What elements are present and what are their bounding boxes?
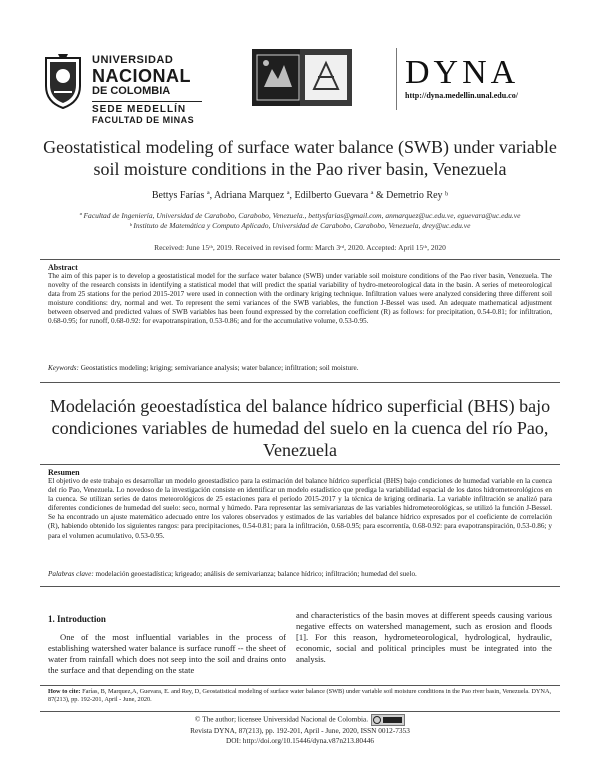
- keywords-label: Keywords:: [48, 364, 79, 372]
- journal-url-link[interactable]: http://dyna.medellin.unal.edu.co/: [405, 91, 518, 100]
- campus-name: SEDE MEDELLÍN: [92, 104, 187, 115]
- received-dates: Received: June 15ᵗʰ, 2019. Received in revised form: March 3ʳᵈ, 2020. Accepted: April 15ᵗʰ, 2020: [154, 243, 446, 252]
- abstract-top-rule: [40, 259, 560, 260]
- article-title-english: Geostatistical modeling of surface water balance (SWB) under variable soil moisture conditions in the Pao river basin, Venezuela: [43, 137, 557, 179]
- university-shield-logo: [40, 50, 86, 110]
- abstract-body: The aim of this paper is to develop a geostatistical model for the surface water balance (SWB) under variable soil moisture conditions of the Pao river basin, Venezuela. The novelty of the research consists in identifying a statistical model that will predict the spatial variability of hydro-meteorological data in the basin. A series of meteorological data from 25 stations for the period 2015-2017 were used in connection with the ordinary kriging technique. Infiltration values were analyzed considering three different soil moisture conditions: dry, normal and wet. To represent the semi variances of the SWB variables, the function J-Bessel was used. An adequate mathematical adjustment between observed and predicted values of SWB variables has been found expressed by the correlation coefficient (R) as follows: for precipitation, 0.54-0.81; for infiltration, 0.68-0.95; for runoff, 0.68-0.92: for evapotranspiration, 0.53-0.86; and for the accumulative volume, 0.53-0.95.: [48, 272, 552, 326]
- page-footer: [40, 714, 560, 746]
- resumen-top-rule: [40, 464, 560, 465]
- introduction-left-column: One of the most influential variables in the process of establishing watershed water balance is surface runoff -- the sheet of water from rainfall which does not seep into the soil and drains onto the surface and that depending on the state: [48, 632, 286, 675]
- affiliations: [40, 211, 560, 231]
- resumen-heading: Resumen: [48, 468, 80, 477]
- university-line3: DE COLOMBIA: [92, 85, 171, 97]
- faculty-name: FACULTAD DE MINAS: [92, 115, 195, 125]
- journal-masthead: [396, 48, 561, 110]
- keywords-text: Geostatistics modeling; kriging; semivariance analysis; water balance; infiltration; soil moisture.: [78, 364, 359, 372]
- palabras-clave-text: modelación geoestadística; krigeado; análisis de semivarianza; balance hídrico; infiltración; humedad del suelo.: [93, 570, 417, 578]
- university-line1: UNIVERSIDAD: [92, 54, 174, 66]
- faculty-emblem-logo: [252, 49, 304, 106]
- affiliation-b: ᵇ Instituto de Matemática y Computo Aplicado, Universidad de Carabobo, Carabobo, Venezuela, drey@uc.edu.ve: [129, 221, 471, 230]
- keywords-line: [48, 364, 552, 372]
- university-name-block: [92, 55, 202, 125]
- introduction-right-column: and characteristics of the basin moves at different speeds causing various negative effects on watershed management, such as erosion and floods [1]. For this reason, hydrometeorological, hydrological, hydraulic, economic, social and political principles must be integrated into the analysis.: [296, 610, 552, 664]
- article-title-spanish: Modelación geoestadística del balance hídrico superficial (BHS) bajo condiciones variables de humedad del suelo en la cuenca del río Pao, Venezuela: [49, 396, 551, 460]
- license-text: © The author; licensee Universidad Nacional de Colombia.: [194, 714, 369, 724]
- abstract-heading: Abstract: [48, 263, 78, 272]
- introduction-heading: 1. Introduction: [48, 614, 106, 624]
- author-list: Bettys Farías ª, Adriana Marquez ª, Edilberto Guevara ª & Demetrio Rey ᵇ: [151, 190, 449, 201]
- license-line: [40, 714, 560, 726]
- journal-title: DYNA: [405, 54, 520, 91]
- resumen-body: El objetivo de este trabajo es desarrollar un modelo geoestadístico para la estimación del balance hídrico superficial (BHS) bajo condiciones de humedad variable en la cuenca del río Pao, Venezuela. Lo novedoso de la investigación consiste en identificar un modelo estadístico que prediga la variabilidad espacial de los datos hidrometeorológicos en la cuenca. Se utilizan series de datos meteorológicos de 25 estaciones para el período 2015-2017 y la técnica de kriging ordinaria. La variable infiltración se analizó para diferentes condiciones de humedad del suelo: seco, normal y húmedo. Para representar las semivarianzas de las variables hidrometeorológicas, se utilizó la función J-Bessel. Se ha encontrado un ajuste matemático adecuado entre los valores observados y estimados de las variables del balance hídrico expresados por el coeficiente de correlación (R), habiendo obtenido los siguientes rangos: para precipitaciones, 0.54-0.81; para la infiltración, 0.68-0.95; para escorrentía, 0.68-0.92: para evapotranspiración, 0.53-0.86; y para el volumen acumulativo, 0.53-0.95.: [48, 477, 552, 540]
- journal-issue-line: Revista DYNA, 87(213), pp. 192-201, April - June, 2020, ISSN 0012-7353: [190, 726, 410, 735]
- mining-school-emblem-logo: [300, 49, 352, 106]
- how-to-cite-text: Farías, B, Marquez,A, Guevara, E. and Rey, D, Geostatistical modeling of surface water balance (SWB) under variable soil moisture conditions in the Pao river basin, Venezuela. DYNA, 87(213), pp. 192-201, April - June, 2020.: [48, 688, 552, 703]
- palabras-clave-label: Palabras clave:: [48, 570, 94, 578]
- citation-top-rule: [40, 685, 560, 686]
- doi-link[interactable]: DOI: http://doi.org/10.15446/dyna.v87n213.80446: [225, 736, 375, 745]
- how-to-cite: [48, 688, 552, 704]
- resumen-bottom-rule: [40, 586, 560, 587]
- abstract-bottom-rule: [40, 382, 560, 383]
- creative-commons-icon: [371, 714, 405, 726]
- affiliation-a: ª Facultad de Ingeniería, Universidad de Carabobo, Carabobo, Venezuela., bettysfarias@gmail.com, anmarquez@uc.edu.ve, eguevara@uc.edu.ve: [79, 211, 521, 220]
- university-divider: [92, 101, 202, 102]
- university-line2: NACIONAL: [92, 66, 191, 86]
- palabras-clave-line: [48, 570, 552, 578]
- how-to-cite-label: How to cite:: [48, 688, 81, 695]
- citation-bottom-rule: [40, 711, 560, 712]
